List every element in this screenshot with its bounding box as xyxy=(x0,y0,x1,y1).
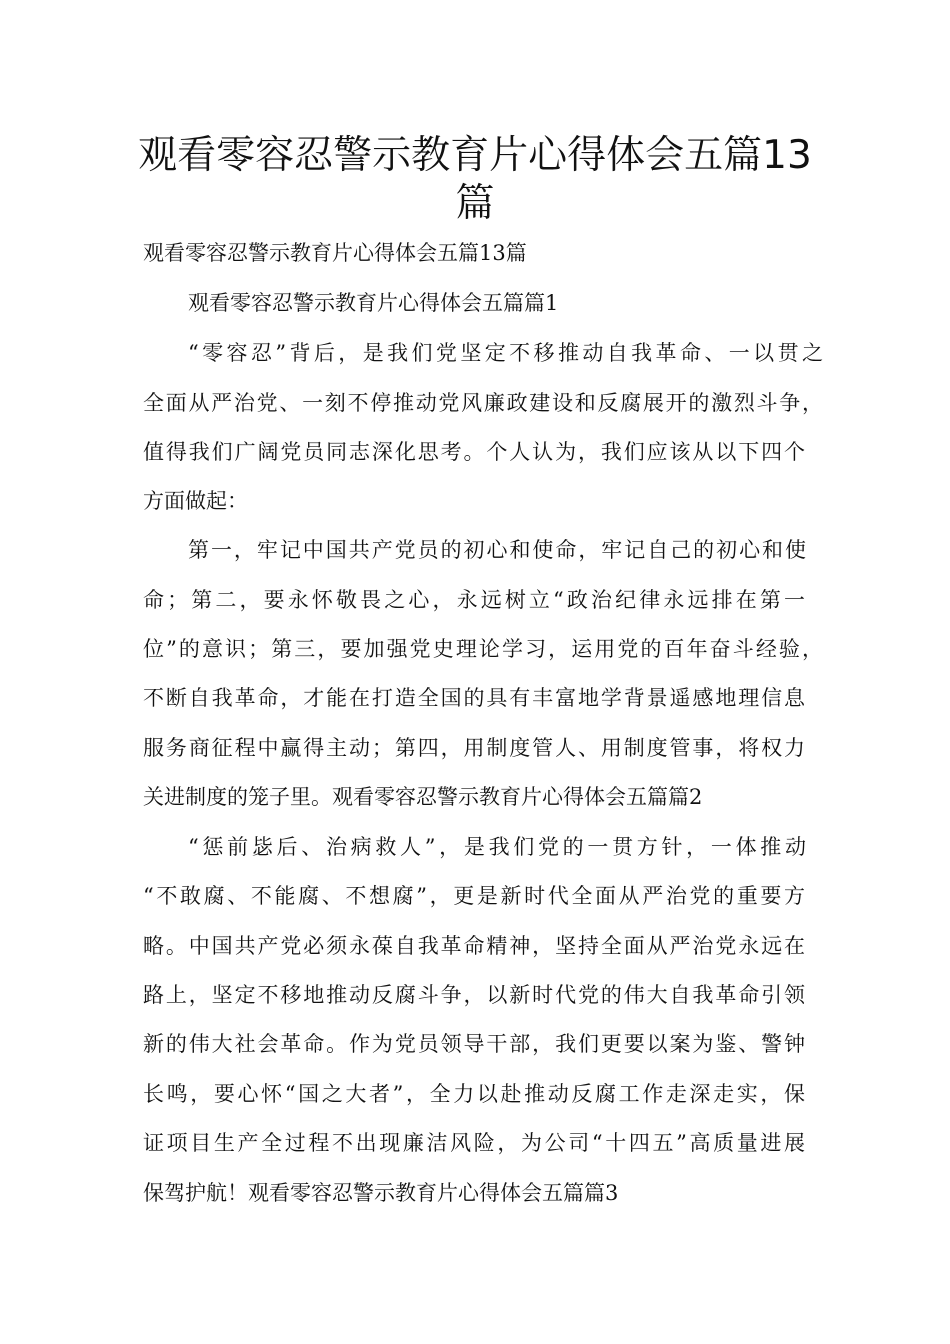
paragraph-line: 长鸣，要心怀“国之大者”，全力以赴推动反腐工作走深走实，保 xyxy=(143,1082,805,1106)
paragraph-line: “不敢腐、不能腐、不想腐”，更是新时代全面从严治党的重要方 xyxy=(143,884,805,908)
paragraph-line: 不断自我革命，才能在打造全国的具有丰富地学背景遥感地理信息 xyxy=(143,686,805,710)
paragraph-line: 新的伟大社会革命。作为党员领导干部，我们更要以案为鉴、警钟 xyxy=(143,1032,805,1056)
document-title-line-1: 观看零容忍警示教育片心得体会五篇13 xyxy=(138,133,812,178)
paragraph-line: 位”的意识；第三，要加强党史理论学习，运用党的百年奋斗经验， xyxy=(143,637,823,661)
document-subtitle: 观看零容忍警示教育片心得体会五篇13篇 xyxy=(143,241,527,265)
paragraph-line: 命；第二，要永怀敬畏之心，永远树立“政治纪律永远排在第一 xyxy=(143,588,805,612)
document-title-line-2: 篇 xyxy=(455,181,495,226)
paragraph-line: 服务商征程中赢得主动；第四，用制度管人、用制度管事，将权力 xyxy=(143,736,805,760)
paragraph-line: 路上，坚定不移地推动反腐斗争，以新时代党的伟大自我革命引领 xyxy=(143,983,805,1007)
paragraph-line: 保驾护航！观看零容忍警示教育片心得体会五篇篇3 xyxy=(143,1181,619,1205)
paragraph-line: 值得我们广阔党员同志深化思考。个人认为，我们应该从以下四个 xyxy=(143,440,805,464)
paragraph-line: 全面从严治党、一刻不停推动党风廉政建设和反腐展开的激烈斗争， xyxy=(143,391,823,415)
paragraph-line: 关进制度的笼子里。观看零容忍警示教育片心得体会五篇篇2 xyxy=(143,785,703,809)
paragraph-line: “零容忍”背后，是我们党坚定不移推动自我革命、一以贯之 xyxy=(188,341,823,365)
paragraph-line: 方面做起： xyxy=(143,489,248,513)
paragraph-line: 略。中国共产党必须永葆自我革命精神，坚持全面从严治党永远在 xyxy=(143,934,805,958)
paragraph-line: “惩前毖后、治病救人”，是我们党的一贯方针，一体推动 xyxy=(188,835,806,859)
paragraph-line: 第一，牢记中国共产党员的初心和使命，牢记自己的初心和使 xyxy=(188,538,806,562)
paragraph-line: 证项目生产全过程不出现廉洁风险，为公司“十四五”高质量进展 xyxy=(143,1131,805,1155)
section-heading-1: 观看零容忍警示教育片心得体会五篇篇1 xyxy=(188,291,559,315)
